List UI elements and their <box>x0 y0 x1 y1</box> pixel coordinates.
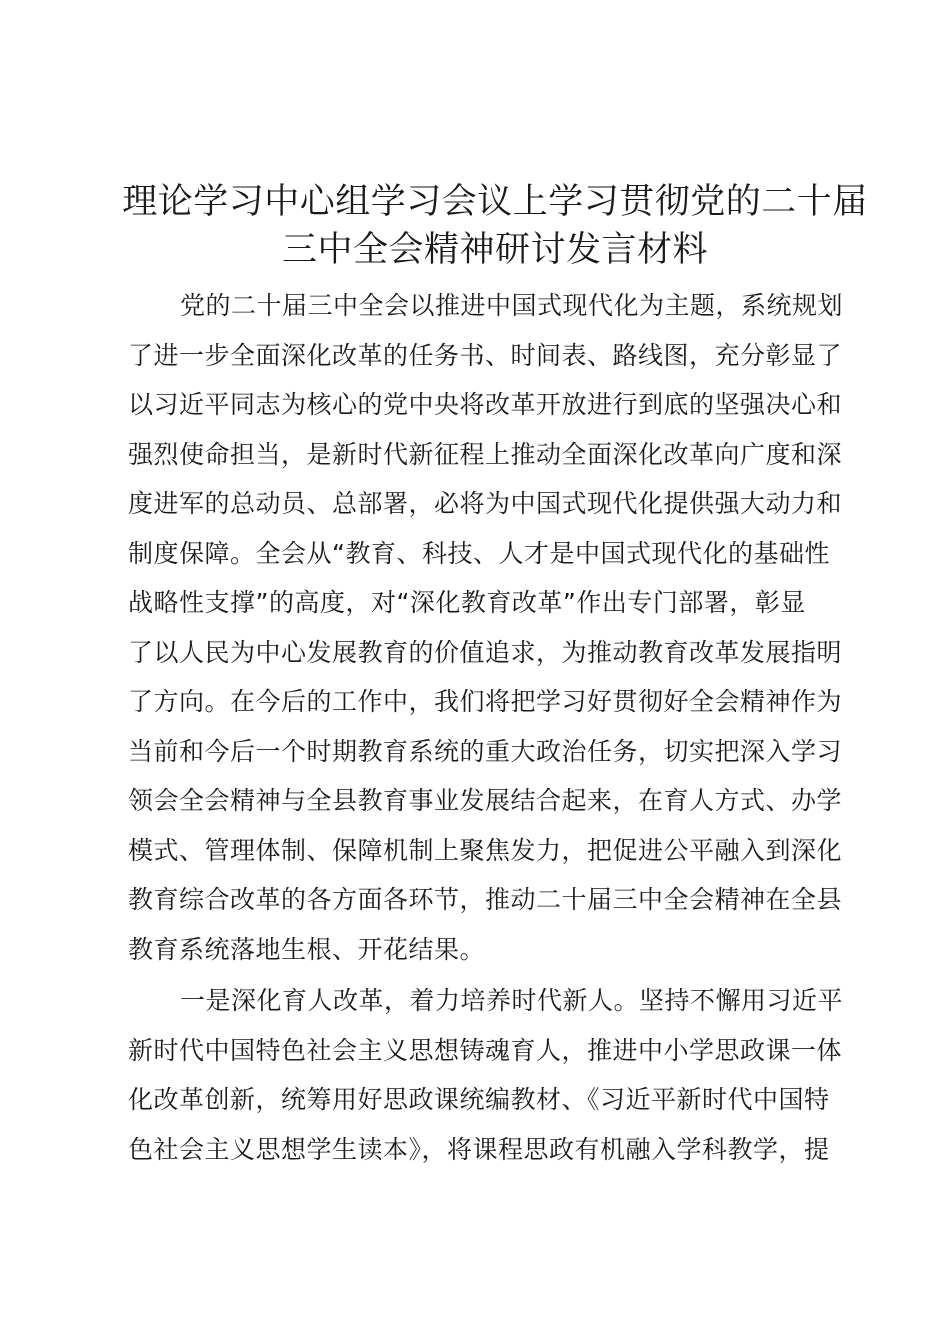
text-line: 了方向。在今后的工作中，我们将把学习好贯彻好全会精神作为 <box>128 687 843 716</box>
text-line: 色社会主义思想学生读本》，将课程思政有机融入学科教学，提 <box>128 1134 830 1164</box>
text-line: 了以人民为中心发展教育的价值追求，为推动教育改革发展指明 <box>128 637 843 667</box>
document-body <box>128 281 848 1174</box>
text-line: 当前和今后一个时期教育系统的重大政治任务，切实把深入学习 <box>128 736 843 766</box>
text-line: 教育综合改革的各方面各环节，推动二十届三中全会精神在全县 <box>128 885 843 914</box>
text-line: 教育系统落地生根、开花结果。 <box>128 934 486 964</box>
text-line: 模式、管理体制、保障机制上聚焦发力，把促进公平融入到深化 <box>128 835 843 865</box>
title-line: 理论学习中心组学习会议上学习贯彻党的二十届 <box>122 182 868 222</box>
text-line: 度进军的总动员、总部署，必将为中国式现代化提供强大动力和 <box>128 489 843 518</box>
text-line: 战略性支撑”的高度，对“深化教育改革”作出专门部署，彰显 <box>128 588 806 617</box>
text-line: 了进一步全面深化改革的任务书、时间表、路线图，充分彰显了 <box>128 340 843 370</box>
text-line: 一是深化育人改革，着力培养时代新人。坚持不懈用习近平 <box>180 986 844 1015</box>
text-line: 以习近平同志为核心的党中央将改革开放进行到底的坚强决心和 <box>128 390 843 419</box>
text-line: 新时代中国特色社会主义思想铸魂育人，推进中小学思政课一体 <box>128 1035 843 1065</box>
text-line: 领会全会精神与全县教育事业发展结合起来，在育人方式、办学 <box>128 786 843 815</box>
title-line: 三中全会精神研讨发言材料 <box>281 230 708 270</box>
document-title <box>120 178 870 274</box>
text-line: 强烈使命担当，是新时代新征程上推动全面深化改革向广度和深 <box>128 439 843 469</box>
text-line: 制度保障。全会从“教育、科技、人才是中国式现代化的基础性 <box>128 538 830 568</box>
paragraph-section-one <box>128 976 848 1174</box>
paragraph-intro <box>128 281 848 974</box>
text-line: 党的二十届三中全会以推进中国式现代化为主题，系统规划 <box>180 291 844 320</box>
text-line: 化改革创新，统筹用好思政课统编教材、《习近平新时代中国特 <box>128 1085 830 1114</box>
